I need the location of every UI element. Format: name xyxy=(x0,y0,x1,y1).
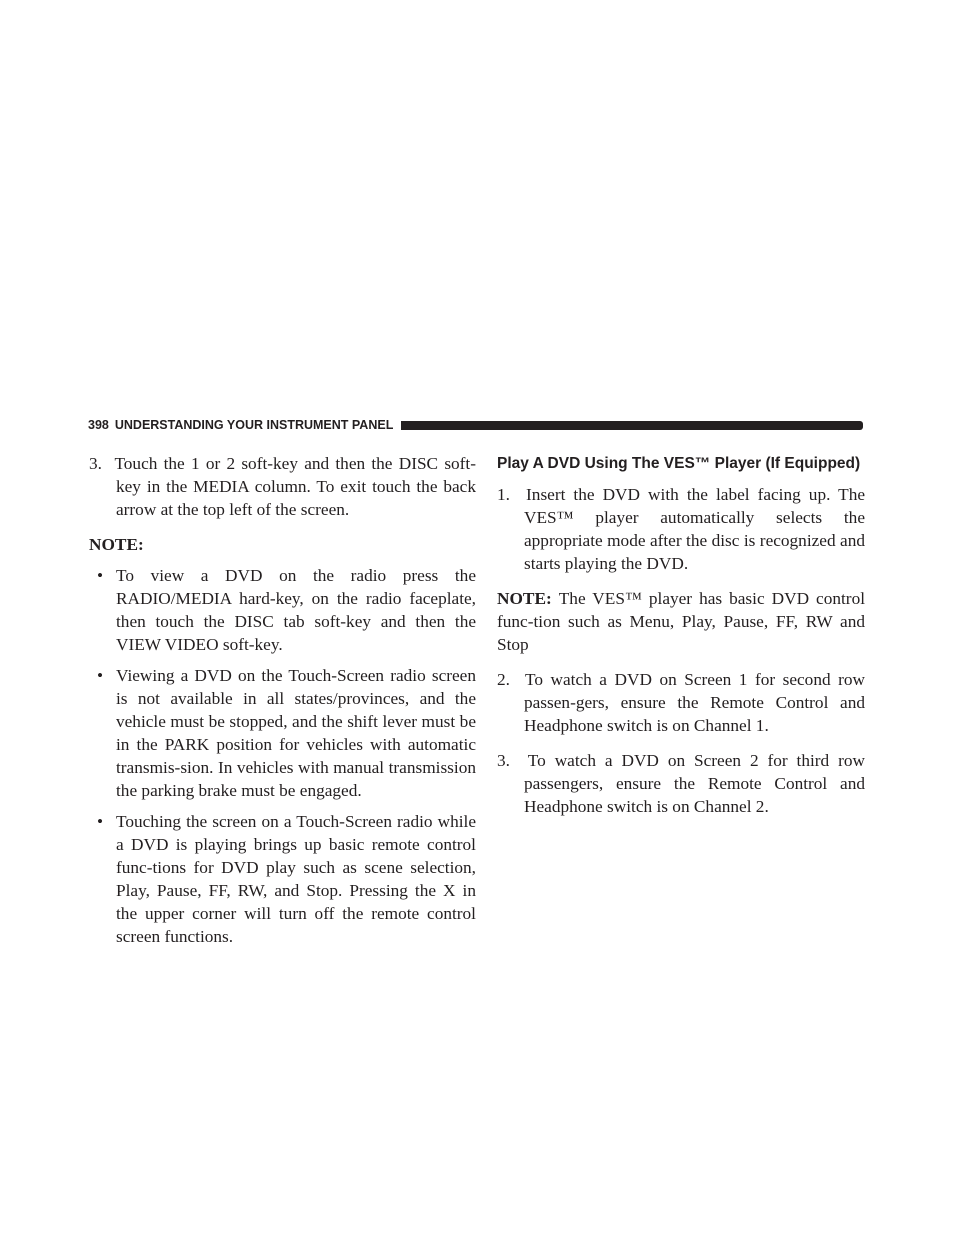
bullet-item xyxy=(89,810,476,948)
step-text: To watch a DVD on Screen 1 for second row passen-gers, ensure the Remote Control and Headphone switch is on Channel 1. xyxy=(524,670,866,735)
section-title: UNDERSTANDING YOUR INSTRUMENT PANEL xyxy=(114,418,394,432)
page-header xyxy=(88,418,863,432)
step-3-screen-2 xyxy=(497,749,865,818)
bullet-icon: • xyxy=(97,566,104,585)
right-column xyxy=(497,452,865,818)
bullet-item xyxy=(89,664,476,802)
watermark: carmanualsonline.info xyxy=(777,1222,952,1239)
note-paragraph xyxy=(497,587,865,656)
section-heading: Play A DVD Using The VES™ Player (If Equipped) xyxy=(497,455,861,472)
step-text: Insert the DVD with the label facing up. The VES™ player automatically selects the appropriate mode after the disc is recognized and starts playing the DVD. xyxy=(524,485,865,573)
step-text: Touch the 1 or 2 soft-key and then the DISC soft-key in the MEDIA column. To exit touch the back arrow at the top left of the screen. xyxy=(114,454,476,519)
page-number: 398 xyxy=(88,418,109,432)
left-column xyxy=(89,452,476,948)
note-label: NOTE: xyxy=(89,535,144,554)
step-text: To watch a DVD on Screen 2 for third row passengers, ensure the Remote Control and Headphone switch is on Channel 2. xyxy=(524,751,865,816)
bullet-icon: • xyxy=(97,666,104,685)
step-number: 1. xyxy=(497,485,510,504)
step-3-touch-disc xyxy=(89,452,476,521)
bullet-item xyxy=(89,564,476,656)
bullet-text: To view a DVD on the radio press the RADIO/MEDIA hard-key, on the radio faceplate, then touch the DISC tab soft-key and then the VIEW VIDEO soft-key. xyxy=(116,566,476,654)
bullet-icon: • xyxy=(97,812,104,831)
step-number: 2. xyxy=(497,670,510,689)
bullet-text: Viewing a DVD on the Touch-Screen radio screen is not available in all states/provinces, and the vehicle must be stopped, and the shift lever must be in the PARK position for vehicles with automatic transmis-sion. In vehicles with manual transmission the parking brake must be engaged. xyxy=(116,666,476,800)
step-2-screen-1 xyxy=(497,668,865,737)
bullet-text: Touching the screen on a Touch-Screen radio while a DVD is playing brings up basic remote control func-tions for DVD play such as scene selection, Play, Pause, FF, RW, and Stop. Pressing the X in the upper corner will turn off the remote control screen functions. xyxy=(116,812,476,946)
step-1-insert-dvd xyxy=(497,483,865,575)
step-number: 3. xyxy=(89,454,102,473)
step-number: 3. xyxy=(497,751,510,770)
note-text: The VES™ player has basic DVD control func-tion such as Menu, Play, Pause, FF, RW and Stop xyxy=(497,589,866,654)
header-rule xyxy=(401,421,863,430)
note-label: NOTE: xyxy=(497,589,552,608)
